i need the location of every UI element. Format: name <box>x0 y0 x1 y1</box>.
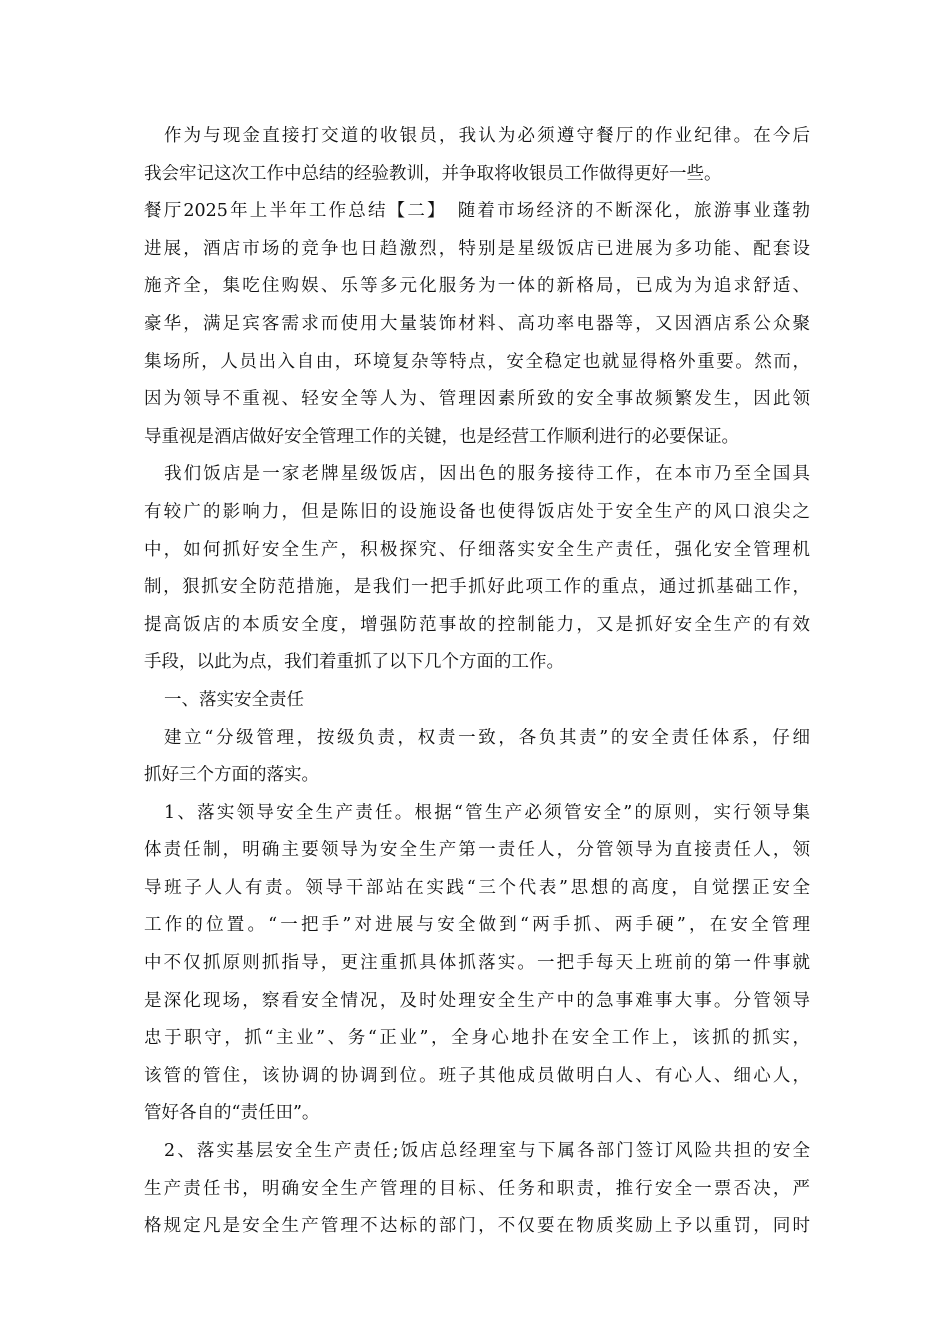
text-line: 该管的管住，该协调的协调到位。班子其他成员做明白人、有心人、细心人， <box>144 1065 810 1086</box>
text-line: 我会牢记这次工作中总结的经验教训，并争取将收银员工作做得更好一些。 <box>144 163 722 184</box>
text-line: 因为领导不重视、轻安全等人为、管理因素所致的安全事故频繁发生，因此领 <box>144 389 810 410</box>
text-line: 我们饭店是一家老牌星级饭店，因出色的服务接待工作，在本市乃至全国具 <box>164 464 810 485</box>
text-line: 导重视是酒店做好安全管理工作的关键，也是经营工作顺利进行的必要保证。 <box>144 426 739 447</box>
text-line: 管好各自的“责任田”。 <box>144 1103 320 1124</box>
text-line: 导班子人人有责。领导干部站在实践“三个代表”思想的高度，自觉摆正安全 <box>144 877 810 898</box>
text-line: 提高饭店的本质安全度，增强防范事故的控制能力，又是抓好安全生产的有效 <box>144 614 810 635</box>
text-line: 作为与现金直接打交道的收银员，我认为必须遵守餐厅的作业纪律。在今后 <box>164 126 810 146</box>
text-line: 施齐全，集吃住购娱、乐等多元化服务为一体的新格局，已成为为追求舒适、 <box>144 276 810 297</box>
text-line: 餐厅2025年上半年工作总结【二】 随着市场经济的不断深化，旅游事业蓬勃 <box>144 201 810 222</box>
text-line: 格规定凡是安全生产管理不达标的部门，不仅要在物质奖励上予以重罚，同时 <box>144 1216 810 1237</box>
text-line: 是深化现场，察看安全情况，及时处理安全生产中的急事难事大事。分管领导 <box>144 990 810 1011</box>
text-line: 豪华，满足宾客需求而使用大量装饰材料、高功率电器等，又因酒店系公众聚 <box>144 313 810 334</box>
text-line: 进展，酒店市场的竞争也日趋激烈，特别是星级饭店已进展为多功能、配套设 <box>144 238 810 259</box>
text-line: 1、落实领导安全生产责任。根据“管生产必须管安全”的原则，实行领导集 <box>164 802 810 823</box>
document-body <box>144 118 810 1246</box>
text-line: 2、落实基层安全生产责任;饭店总经理室与下属各部门签订风险共担的安全 <box>164 1141 810 1162</box>
text-line: 集场所，人员出入自由，环境复杂等特点，安全稳定也就显得格外重要。然而， <box>144 351 810 372</box>
text-line: 一、落实安全责任 <box>164 689 304 710</box>
text-line: 手段，以此为点，我们着重抓了以下几个方面的工作。 <box>144 652 564 673</box>
text-line: 生产责任书，明确安全生产管理的目标、任务和职责，推行安全一票否决，严 <box>144 1178 810 1199</box>
text-line: 制，狠抓安全防范措施，是我们一把手抓好此项工作的重点，通过抓基础工作， <box>144 577 810 598</box>
text-line: 建立“分级管理，按级负责，权责一致，各负其责”的安全责任体系，仔细 <box>164 727 810 748</box>
text-line: 中，如何抓好安全生产，积极探究、仔细落实安全生产责任，强化安全管理机 <box>144 539 810 560</box>
text-line: 忠于职守，抓“主业”、务“正业”，全身心地扑在安全工作上，该抓的抓实， <box>144 1028 810 1049</box>
text-line: 体责任制，明确主要领导为安全生产第一责任人，分管领导为直接责任人，领 <box>144 840 810 861</box>
text-line: 中不仅抓原则抓指导，更注重抓具体抓落实。一把手每天上班前的第一件事就 <box>144 953 810 974</box>
text-line: 有较广的影响力，但是陈旧的设施设备也使得饭店处于安全生产的风口浪尖之 <box>144 501 810 522</box>
text-line: 抓好三个方面的落实。 <box>144 765 319 786</box>
text-line: 工作的位置。“一把手”对进展与安全做到“两手抓、两手硬”，在安全管理 <box>144 915 810 936</box>
